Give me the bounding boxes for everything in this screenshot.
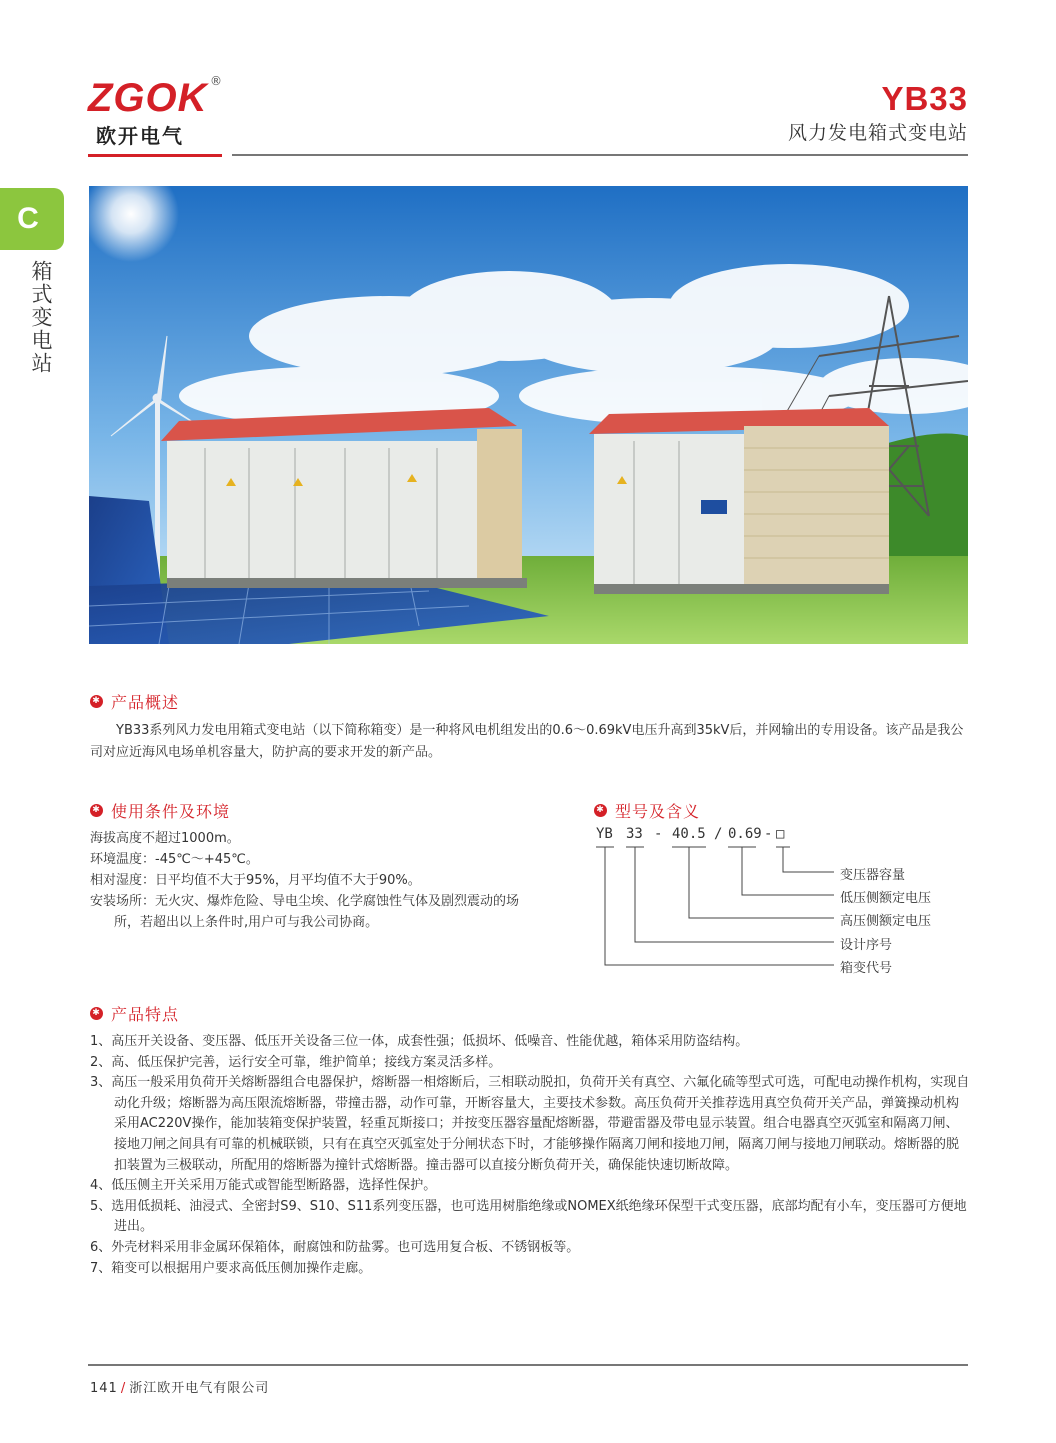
chapter-title: 箱式变电站	[29, 260, 53, 375]
condition-item: 海拔高度不超过1000m。	[90, 831, 240, 846]
model-code-leader-lines	[594, 826, 844, 981]
registered-mark: ®	[210, 74, 222, 88]
conditions-list	[90, 828, 570, 933]
condition-item: 环境温度：-45℃～+45℃。	[90, 852, 259, 867]
star-icon: ✱	[90, 1007, 103, 1020]
section-title-model	[594, 799, 700, 822]
chapter-tab: C	[0, 188, 64, 250]
code-label: 变压器容量	[840, 868, 906, 883]
footer-company: 浙江欧开电气有限公司	[129, 1381, 270, 1396]
model-title-text: 型号及含义	[615, 802, 701, 821]
code-part: 0.69	[728, 826, 762, 842]
code-part: YB	[596, 826, 613, 842]
page-number: 141	[90, 1381, 118, 1396]
star-icon: ✱	[90, 695, 103, 708]
product-model-code: YB33	[881, 80, 968, 117]
star-icon: ✱	[90, 804, 103, 817]
feature-item: 5、选用低损耗、油浸式、全密封S9、S10、S11系列变压器，也可选用树脂绝缘或NOMEX纸绝缘环保型干式变压器，底部均配有小车，变压器可方便地进出。	[90, 1198, 967, 1235]
feature-item: 3、高压一般采用负荷开关熔断器组合电器保护，熔断器一相熔断后，三相联动脱扣，负荷开关有真空、六氟化硫等型式可选，可配电动操作机构，实现自动化升级；熔断器为高压限流熔断器，带撞击器，动作可靠，开断容量大，主要技术参数。高压负荷开关推荐选用真空负荷开关产品，弹簧操动机构采用AC220V操作，能加装箱变保护装置，轻重瓦斯接口；并按变压器容量配熔断器，带避雷器及带电显示装置。组合电器真空灭弧室和隔离刀闸、接地刀闸之间具有可靠的机械联锁，只有在真空灭弧室处于分闸状态下时，才能够操作隔离刀闸和接地刀闸，隔离刀闸与接地刀闸联动。熔断器的脱扣装置为三极联动，所配用的熔断器为撞针式熔断器。撞击器可以直接分断负荷开关，确保能快速切断故障。	[90, 1075, 970, 1173]
code-label: 箱变代号	[840, 961, 893, 976]
product-photo	[89, 186, 968, 644]
code-part: 40.5	[672, 826, 706, 842]
logo-wordmark: ZGOK	[88, 76, 208, 120]
code-part: /	[714, 826, 723, 842]
condition-item: 安装场所：无火灾、爆炸危险、导电尘埃、化学腐蚀性气体及剧烈震动的场	[90, 894, 520, 909]
code-label: 高压侧额定电压	[840, 914, 932, 929]
company-logo	[88, 74, 222, 149]
footer	[90, 1377, 269, 1396]
overview-text: YB33系列风力发电用箱式变电站（以下简称箱变）是一种将风电机组发出的0.6～0.69kV电压升高到35kV后，并网输出的专用设备。该产品是我公司对应近海风电场单机容量大，防护高的要求开发的新产品。	[90, 723, 964, 760]
conditions-title-text: 使用条件及环境	[111, 802, 231, 821]
feature-item: 4、低压侧主开关采用万能式或智能型断路器，选择性保护。	[90, 1178, 437, 1194]
condition-item: 相对湿度：日平均值不大于95%，月平均值不大于90%。	[90, 873, 421, 888]
code-part: -	[764, 826, 773, 842]
footer-separator: /	[120, 1381, 127, 1396]
feature-item: 1、高压开关设备、变压器、低压开关设备三位一体，成套性强；低损坏、低噪音、性能优越，箱体采用防盗结构。	[90, 1034, 749, 1049]
code-label: 低压侧额定电压	[840, 891, 932, 906]
logo-chinese-name: 欧开电气	[96, 124, 184, 148]
product-photo-illustration	[89, 186, 968, 644]
condition-item: 所，若超出以上条件时,用户可与我公司协商。	[114, 915, 379, 930]
footer-rule	[88, 1364, 968, 1366]
code-part: -	[654, 826, 663, 842]
model-code-diagram	[594, 826, 974, 981]
features-list	[90, 1032, 970, 1279]
code-part: 33	[626, 826, 643, 842]
feature-item: 2、高、低压保护完善，运行安全可靠，维护简单；接线方案灵活多样。	[90, 1054, 502, 1070]
feature-item: 6、外壳材料采用非金属环保箱体，耐腐蚀和防盐雾。也可选用复合板、不锈钢板等。	[90, 1239, 580, 1255]
feature-item: 7、箱变可以根据用户要求高低压侧加操作走廊。	[90, 1260, 372, 1276]
code-label: 设计序号	[840, 938, 893, 953]
features-title-text: 产品特点	[111, 1005, 180, 1024]
header-rule-red	[88, 154, 222, 157]
code-part: □	[776, 826, 785, 842]
product-title: 风力发电箱式变电站	[787, 122, 968, 144]
section-title-features	[90, 1002, 179, 1025]
star-icon: ✱	[594, 804, 607, 817]
section-title-overview	[90, 690, 179, 713]
overview-title-text: 产品概述	[111, 693, 180, 712]
section-title-conditions	[90, 799, 230, 822]
header-rule-gray	[232, 154, 968, 156]
